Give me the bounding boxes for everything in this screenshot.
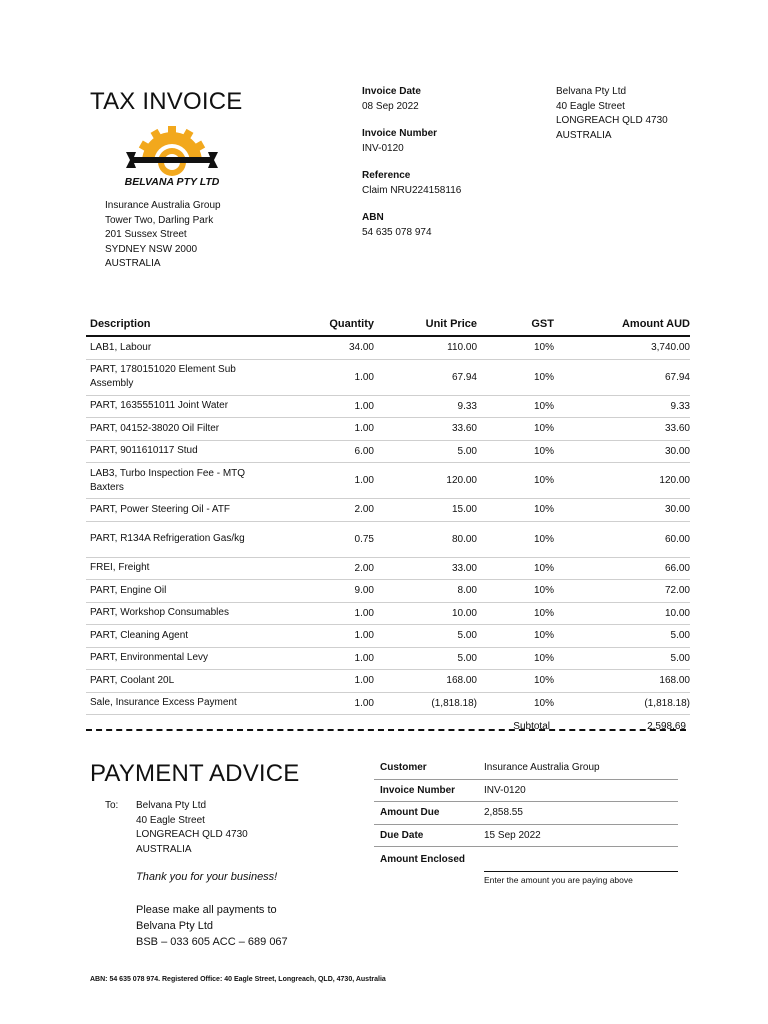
table-row xyxy=(86,670,690,693)
item-description: PART, Power Steering Oil - ATF xyxy=(90,503,231,515)
due-date-label: Due Date xyxy=(380,829,424,841)
header-unit-price: Unit Price xyxy=(425,318,477,330)
customer-value: Insurance Australia Group xyxy=(484,762,600,774)
item-gst: 10% xyxy=(533,675,554,687)
invoice-number-value: INV-0120 xyxy=(362,142,404,154)
item-amount: 168.00 xyxy=(659,675,690,687)
item-gst: 10% xyxy=(533,423,554,435)
bill-to-address xyxy=(105,199,221,272)
item-gst: 10% xyxy=(533,607,554,619)
amount-enclosed-label: Amount Enclosed xyxy=(380,853,466,865)
header-amount: Amount AUD xyxy=(621,318,690,330)
item-quantity: 0.75 xyxy=(354,533,374,545)
item-unit-price: 168.00 xyxy=(446,675,477,687)
item-unit-price: 120.00 xyxy=(446,475,477,486)
item-gst: 10% xyxy=(533,585,554,597)
amount-due-row xyxy=(374,802,678,825)
item-amount: 33.60 xyxy=(664,423,690,435)
item-quantity: 1.00 xyxy=(354,371,374,383)
to-line: 40 Eagle Street xyxy=(136,814,205,826)
amount-due-value: 2,858.55 xyxy=(484,807,523,819)
item-unit-price: 15.00 xyxy=(451,504,477,516)
table-row xyxy=(86,580,690,603)
gear-icon xyxy=(139,126,205,176)
item-unit-price: 5.00 xyxy=(457,445,477,457)
table-row xyxy=(86,337,690,360)
item-amount: 5.00 xyxy=(670,652,690,664)
item-description: LAB3, Turbo Inspection Fee - MTQ Baxters xyxy=(90,467,246,493)
item-quantity: 2.00 xyxy=(354,562,374,574)
table-row xyxy=(86,625,690,648)
item-description: PART, 1780151020 Element Sub Assembly xyxy=(90,364,236,389)
invoice-title: TAX INVOICE xyxy=(90,88,243,115)
item-quantity: 6.00 xyxy=(354,445,374,457)
footer-registration: ABN: 54 635 078 974. Registered Office: 40 Eagle Street, Longreach, QLD, 4730, Australia xyxy=(90,976,386,983)
table-row xyxy=(86,418,690,441)
table-row xyxy=(86,603,690,626)
item-description: PART, Cleaning Agent xyxy=(90,629,189,641)
amount-enclosed-row xyxy=(374,847,678,871)
invoice-date-label: Invoice Date xyxy=(362,86,421,97)
bill-to-line: AUSTRALIA xyxy=(105,258,161,269)
subtotal-value: 2,598.69 xyxy=(647,720,686,732)
item-description: PART, Workshop Consumables xyxy=(90,607,229,619)
item-description: PART, R134A Refrigeration Gas/kg xyxy=(90,533,245,544)
item-description: Sale, Insurance Excess Payment xyxy=(90,697,237,709)
customer-row xyxy=(374,757,678,779)
item-unit-price: 10.00 xyxy=(451,607,477,619)
item-gst: 10% xyxy=(533,652,554,664)
thank-you-note: Thank you for your business! xyxy=(136,871,278,883)
table-row xyxy=(86,499,690,522)
seller-address xyxy=(556,85,668,143)
bill-to-line: Tower Two, Darling Park xyxy=(105,214,214,226)
customer-label: Customer xyxy=(380,762,427,774)
item-amount: 30.00 xyxy=(664,445,690,457)
item-unit-price: 5.00 xyxy=(457,652,477,664)
item-gst: 10% xyxy=(533,475,554,486)
tear-off-divider xyxy=(86,729,686,731)
bill-to-line: SYDNEY NSW 2000 xyxy=(105,243,198,255)
item-amount: 60.00 xyxy=(664,533,690,545)
item-amount: (1,818.18) xyxy=(644,697,690,709)
invoice-number-value: INV-0120 xyxy=(484,784,526,796)
item-unit-price: 67.94 xyxy=(451,371,477,383)
item-amount: 9.33 xyxy=(670,400,690,412)
invoice-number-label: Invoice Number xyxy=(362,128,438,139)
seller-line: Belvana Pty Ltd xyxy=(556,86,627,97)
item-quantity: 1.00 xyxy=(354,697,374,709)
item-description: PART, 9011610117 Stud xyxy=(90,445,198,457)
table-body xyxy=(86,337,690,715)
subtotal-row xyxy=(86,715,690,737)
item-quantity: 1.00 xyxy=(354,675,374,687)
item-description: PART, 1635551011 Joint Water xyxy=(90,400,229,412)
item-amount: 5.00 xyxy=(670,630,690,642)
table-header xyxy=(86,313,690,337)
instruction-line: BSB – 033 605 ACC – 689 067 xyxy=(136,936,288,948)
amount-due-label: Amount Due xyxy=(380,807,440,819)
item-unit-price: 110.00 xyxy=(447,342,477,354)
table-row xyxy=(86,522,690,558)
item-amount: 120.00 xyxy=(659,475,690,486)
invoice-date-value: 08 Sep 2022 xyxy=(362,100,419,112)
item-quantity: 1.00 xyxy=(354,652,374,664)
logo-text: BELVANA PTY LTD xyxy=(124,176,220,188)
header-gst: GST xyxy=(531,318,554,330)
table-row xyxy=(86,360,690,396)
payment-to-address xyxy=(136,799,248,857)
header-description: Description xyxy=(90,318,151,330)
item-unit-price: 33.00 xyxy=(451,562,477,574)
seller-line: LONGREACH QLD 4730 xyxy=(556,115,668,126)
item-unit-price: 5.00 xyxy=(457,630,477,642)
item-description: PART, Engine Oil xyxy=(90,584,167,596)
item-gst: 10% xyxy=(533,400,554,412)
item-gst: 10% xyxy=(533,371,554,383)
item-description: PART, Coolant 20L xyxy=(90,674,175,686)
item-amount: 10.00 xyxy=(664,607,690,619)
item-quantity: 2.00 xyxy=(354,504,374,516)
item-description: PART, 04152-38020 Oil Filter xyxy=(90,422,220,434)
due-date-row xyxy=(374,825,678,848)
payment-instructions xyxy=(136,902,288,950)
seller-line: AUSTRALIA xyxy=(556,129,612,141)
to-line: LONGREACH QLD 4730 xyxy=(136,829,248,840)
item-gst: 10% xyxy=(533,504,554,516)
to-line: AUSTRALIA xyxy=(136,843,192,855)
to-label: To: xyxy=(105,800,119,811)
item-gst: 10% xyxy=(533,630,554,642)
item-unit-price: 9.33 xyxy=(457,400,477,412)
item-gst: 10% xyxy=(533,533,554,545)
item-quantity: 1.00 xyxy=(354,475,374,486)
item-unit-price: 8.00 xyxy=(457,585,477,597)
abn-value: 54 635 078 974 xyxy=(362,226,432,238)
instruction-line: Belvana Pty Ltd xyxy=(136,920,214,932)
invoice-number-row xyxy=(374,779,678,803)
amount-enclosed-field[interactable] xyxy=(484,847,678,872)
item-gst: 10% xyxy=(533,562,554,574)
table-row xyxy=(86,558,690,581)
item-amount: 3,740.00 xyxy=(651,342,690,354)
item-quantity: 1.00 xyxy=(354,400,374,412)
payment-details-table xyxy=(374,757,678,885)
item-quantity: 1.00 xyxy=(354,607,374,619)
reference-value: Claim NRU224158116 xyxy=(362,184,462,196)
subtotal-label: Subtotal xyxy=(513,720,550,732)
item-unit-price: 33.60 xyxy=(451,423,477,435)
item-quantity: 9.00 xyxy=(354,585,374,597)
item-gst: 10% xyxy=(533,697,554,709)
table-row xyxy=(86,441,690,464)
invoice-meta xyxy=(362,85,461,240)
seller-line: 40 Eagle Street xyxy=(556,100,625,112)
item-amount: 30.00 xyxy=(664,504,690,516)
bill-to-line: Insurance Australia Group xyxy=(105,200,221,211)
table-row xyxy=(86,693,690,716)
table-row xyxy=(86,396,690,419)
bill-to-line: 201 Sussex Street xyxy=(105,229,187,240)
item-quantity: 1.00 xyxy=(354,423,374,435)
item-description: LAB1, Labour xyxy=(90,341,152,353)
table-row xyxy=(86,463,690,499)
item-description: FREI, Freight xyxy=(90,562,150,574)
item-amount: 67.94 xyxy=(664,371,690,383)
item-unit-price: (1,818.18) xyxy=(431,697,477,709)
company-logo xyxy=(124,124,220,195)
amount-enclosed-note: Enter the amount you are paying above xyxy=(484,875,633,885)
instruction-line: Please make all payments to xyxy=(136,904,277,916)
line-items-table xyxy=(86,313,690,737)
item-amount: 66.00 xyxy=(664,562,690,574)
table-row xyxy=(86,648,690,671)
item-unit-price: 80.00 xyxy=(451,533,477,545)
item-quantity: 34.00 xyxy=(348,342,374,354)
payment-advice-title: PAYMENT ADVICE xyxy=(90,760,300,787)
item-quantity: 1.00 xyxy=(354,630,374,642)
header-quantity: Quantity xyxy=(329,318,374,330)
item-gst: 10% xyxy=(533,342,554,354)
abn-label: ABN xyxy=(362,212,384,223)
to-line: Belvana Pty Ltd xyxy=(136,800,207,811)
due-date-value: 15 Sep 2022 xyxy=(484,829,541,841)
item-description: PART, Environmental Levy xyxy=(90,652,209,664)
invoice-number-label: Invoice Number xyxy=(380,784,456,796)
item-gst: 10% xyxy=(533,445,554,457)
reference-label: Reference xyxy=(362,170,411,181)
item-amount: 72.00 xyxy=(664,585,690,597)
